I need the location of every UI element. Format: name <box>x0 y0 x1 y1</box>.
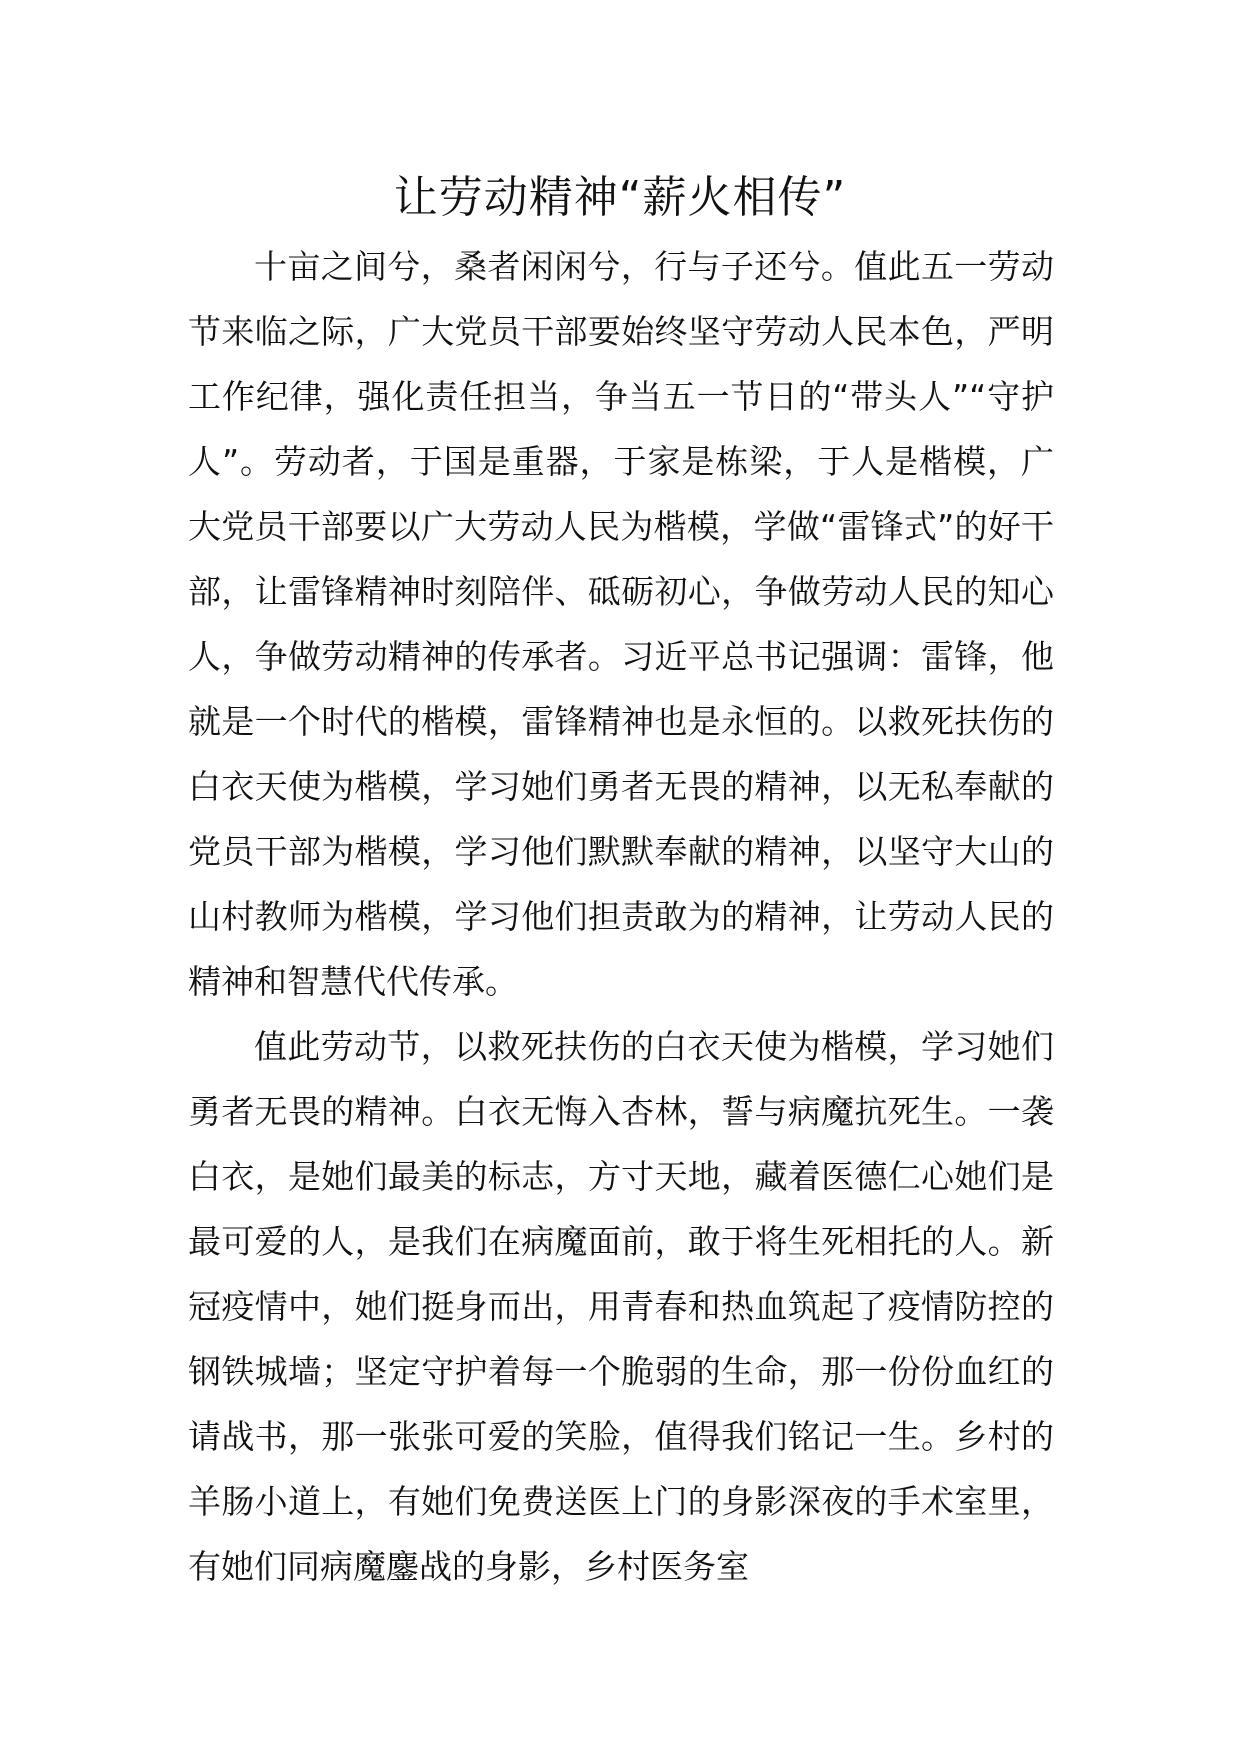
paragraph-2: 值此劳动节，以救死扶伤的白衣天使为楷模，学习她们勇者无畏的精神。白衣无悔入杏林，誓与病魔抗死生。一袭白衣，是她们最美的标志，方寸天地，藏着医德仁心她们是最可爱的人，是我们在病魔面前，敢于将生死相托的人。新冠疫情中，她们挺身而出，用青春和热血筑起了疫情防控的钢铁城墙；坚定守护着每一个脆弱的生命，那一份份血红的请战书，那一张张可爱的笑脸，值得我们铭记一生。乡村的羊肠小道上，有她们免费送医上门的身影深夜的手术室里，有她们同病魔鏖战的身影，乡村医务室 <box>188 1027 1054 1586</box>
document-title: 让劳动精神“薪火相传” <box>393 172 847 223</box>
paragraph-1: 十亩之间兮，桑者闲闲兮，行与子还兮。值此五一劳动节来临之际，广大党员干部要始终坚守劳动人民本色，严明工作纪律，强化责任担当，争当五一节日的“带头人”“守护人”。劳动者，于国是重器，于家是栋梁，于人是楷模，广大党员干部要以广大劳动人民为楷模，学做“雷锋式”的好干部，让雷锋精神时刻陪伴、砥砺初心，争做劳动人民的知心人，争做劳动精神的传承者。习近平总书记强调：雷锋，他就是一个时代的楷模，雷锋精神也是永恒的。以救死扶伤的白衣天使为楷模，学习她们勇者无畏的精神，以无私奉献的党员干部为楷模，学习他们默默奉献的精神，以坚守大山的山村教师为楷模，学习他们担责敢为的精神，让劳动人民的精神和智慧代代传承。 <box>188 247 1054 1001</box>
document-body <box>188 234 1054 1599</box>
